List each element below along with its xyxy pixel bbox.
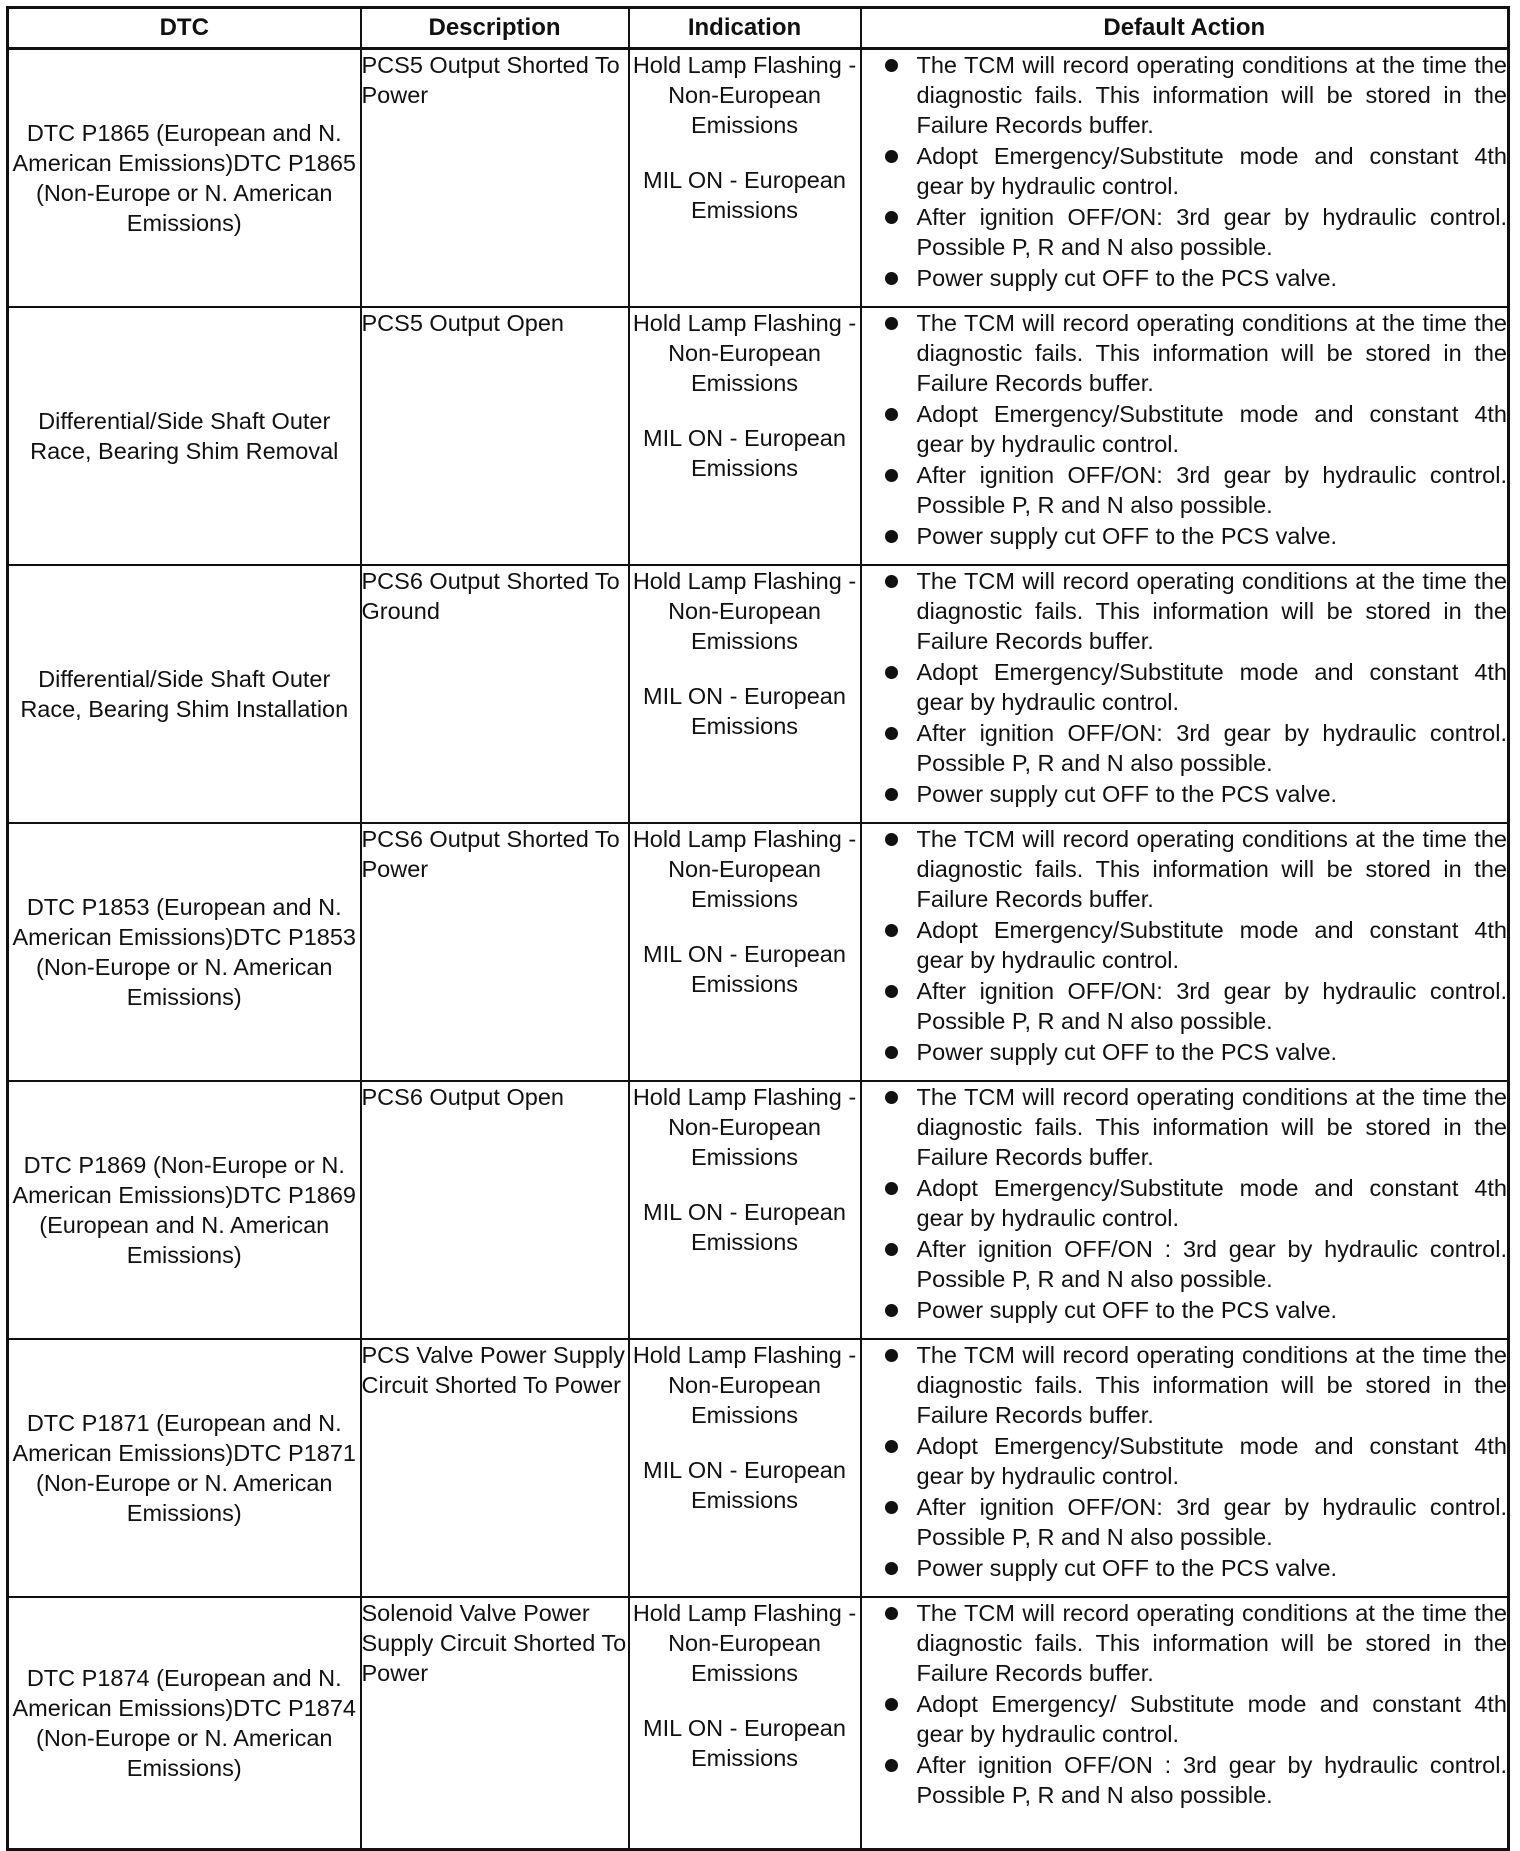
- indication-european: MIL ON - European Emissions: [643, 1714, 846, 1771]
- action-text: The TCM will record operating conditions at the time the diagnostic fails. This information will be stored in the Failure Records buffer.: [916, 1341, 1507, 1428]
- bullet-icon: [885, 272, 898, 285]
- default-action-cell: [861, 1339, 1509, 1597]
- dtc-cell: DTC P1865 (European and N. American Emissions)DTC P1865 (Non-Europe or N. American Emissions): [8, 49, 361, 307]
- indication-non-european: Hold Lamp Flashing - Non-European Emissions: [632, 567, 857, 654]
- description-cell: PCS5 Output Open: [361, 307, 629, 565]
- action-text: The TCM will record operating conditions at the time the diagnostic fails. This information will be stored in the Failure Records buffer.: [916, 567, 1507, 654]
- indication-non-european: Hold Lamp Flashing - Non-European Emissions: [632, 1599, 857, 1686]
- table-row: [8, 565, 1509, 823]
- action-list: [862, 1598, 1508, 1810]
- indication-european: MIL ON - European Emissions: [643, 424, 846, 481]
- bullet-icon: [885, 59, 898, 72]
- indication-cell: [629, 823, 861, 1081]
- action-text: Adopt Emergency/Substitute mode and constant 4th gear by hydraulic control.: [916, 400, 1507, 457]
- action-text: After ignition OFF/ON : 3rd gear by hydraulic control. Possible P, R and N also possible.: [916, 1235, 1507, 1292]
- bullet-icon: [885, 727, 898, 740]
- list-item: [862, 1431, 1508, 1491]
- description-cell: PCS6 Output Open: [361, 1081, 629, 1339]
- list-item: [862, 915, 1508, 975]
- list-item: [862, 1750, 1508, 1810]
- list-item: [862, 1340, 1508, 1430]
- indication-cell: [629, 565, 861, 823]
- indication-european: MIL ON - European Emissions: [643, 682, 846, 739]
- description-cell: PCS6 Output Shorted To Ground: [361, 565, 629, 823]
- action-text: After ignition OFF/ON : 3rd gear by hydraulic control. Possible P, R and N also possible.: [916, 1751, 1507, 1808]
- default-action-cell: [861, 1081, 1509, 1339]
- indication-non-european: Hold Lamp Flashing - Non-European Emissions: [632, 1341, 857, 1428]
- description-cell: PCS5 Output Shorted To Power: [361, 49, 629, 307]
- bullet-icon: [885, 469, 898, 482]
- action-text: Adopt Emergency/Substitute mode and constant 4th gear by hydraulic control.: [916, 1432, 1507, 1489]
- indication-european: MIL ON - European Emissions: [643, 167, 846, 223]
- action-text: After ignition OFF/ON: 3rd gear by hydraulic control. Possible P, R and N also possible.: [916, 719, 1507, 776]
- indication-european: MIL ON - European Emissions: [643, 1456, 846, 1513]
- table-row: [8, 1597, 1509, 1850]
- bullet-icon: [885, 1759, 898, 1772]
- default-action-cell: [861, 565, 1509, 823]
- action-list: [862, 1340, 1508, 1583]
- action-text: Power supply cut OFF to the PCS valve.: [916, 522, 1338, 549]
- dtc-cell: DTC P1853 (European and N. American Emissions)DTC P1853 (Non-Europe or N. American Emissions): [8, 823, 361, 1081]
- action-text: Power supply cut OFF to the PCS valve.: [916, 265, 1338, 291]
- action-text: Adopt Emergency/ Substitute mode and constant 4th gear by hydraulic control.: [916, 1690, 1507, 1747]
- action-text: The TCM will record operating conditions at the time the diagnostic fails. This information will be stored in the Failure Records buffer.: [916, 1083, 1507, 1170]
- bullet-icon: [885, 408, 898, 421]
- bullet-icon: [885, 317, 898, 330]
- dtc-cell: DTC P1869 (Non-Europe or N. American Emissions)DTC P1869 (European and N. American Emissions): [8, 1081, 361, 1339]
- action-text: After ignition OFF/ON: 3rd gear by hydraulic control. Possible P, R and N also possible.: [916, 204, 1507, 260]
- list-item: [862, 521, 1508, 551]
- list-item: [862, 263, 1508, 293]
- bullet-icon: [885, 1607, 898, 1620]
- indication-non-european: Hold Lamp Flashing - Non-European Emissions: [632, 1083, 857, 1170]
- list-item: [862, 141, 1508, 201]
- header-description: Description: [361, 8, 629, 49]
- list-item: [862, 1295, 1508, 1325]
- list-item: [862, 1492, 1508, 1552]
- table-row: [8, 1081, 1509, 1339]
- bullet-icon: [885, 1182, 898, 1195]
- list-item: [862, 50, 1508, 140]
- indication-non-european: Hold Lamp Flashing - Non-European Emissions: [632, 309, 857, 396]
- indication-cell: [629, 49, 861, 307]
- header-default-action: Default Action: [861, 8, 1509, 49]
- default-action-cell: [861, 49, 1509, 307]
- indication-cell: [629, 1597, 861, 1850]
- bullet-icon: [885, 211, 898, 224]
- table-row: [8, 307, 1509, 565]
- bullet-icon: [885, 1440, 898, 1453]
- action-text: After ignition OFF/ON: 3rd gear by hydraulic control. Possible P, R and N also possible.: [916, 1493, 1507, 1550]
- action-list: [862, 50, 1508, 293]
- default-action-cell: [861, 823, 1509, 1081]
- list-item: [862, 1082, 1508, 1172]
- indication-european: MIL ON - European Emissions: [643, 940, 846, 997]
- list-item: [862, 566, 1508, 656]
- bullet-icon: [885, 1349, 898, 1362]
- dtc-table: [6, 6, 1510, 1851]
- list-item: [862, 1689, 1508, 1749]
- indication-european: MIL ON - European Emissions: [643, 1198, 846, 1255]
- bullet-icon: [885, 924, 898, 937]
- action-text: The TCM will record operating conditions at the time the diagnostic fails. This information will be stored in the Failure Records buffer.: [916, 1599, 1507, 1686]
- header-dtc: DTC: [8, 8, 361, 49]
- list-item: [862, 1553, 1508, 1583]
- dtc-cell: DTC P1871 (European and N. American Emissions)DTC P1871 (Non-Europe or N. American Emissions): [8, 1339, 361, 1597]
- action-text: After ignition OFF/ON: 3rd gear by hydraulic control. Possible P, R and N also possible.: [916, 461, 1507, 518]
- indication-non-european: Hold Lamp Flashing - Non-European Emissions: [632, 825, 857, 912]
- list-item: [862, 976, 1508, 1036]
- dtc-document: [6, 6, 1507, 1842]
- action-list: [862, 1082, 1508, 1325]
- bullet-icon: [885, 833, 898, 846]
- bullet-icon: [885, 1501, 898, 1514]
- list-item: [862, 1598, 1508, 1688]
- indication-cell: [629, 307, 861, 565]
- action-list: [862, 308, 1508, 551]
- bullet-icon: [885, 1243, 898, 1256]
- action-text: Adopt Emergency/Substitute mode and constant 4th gear by hydraulic control.: [916, 143, 1507, 199]
- action-text: Adopt Emergency/Substitute mode and constant 4th gear by hydraulic control.: [916, 1174, 1507, 1231]
- list-item: [862, 1173, 1508, 1233]
- table-row: [8, 823, 1509, 1081]
- bullet-icon: [885, 788, 898, 801]
- list-item: [862, 202, 1508, 262]
- table-header-row: [8, 8, 1509, 49]
- action-list: [862, 824, 1508, 1067]
- bullet-icon: [885, 1562, 898, 1575]
- bullet-icon: [885, 1698, 898, 1711]
- action-text: Power supply cut OFF to the PCS valve.: [916, 1038, 1338, 1065]
- bullet-icon: [885, 150, 898, 163]
- default-action-cell: [861, 1597, 1509, 1850]
- bullet-icon: [885, 666, 898, 679]
- list-item: [862, 1234, 1508, 1294]
- action-text: The TCM will record operating conditions at the time the diagnostic fails. This information will be stored in the Failure Records buffer.: [916, 309, 1507, 396]
- action-text: Power supply cut OFF to the PCS valve.: [916, 1296, 1338, 1323]
- description-cell: PCS Valve Power Supply Circuit Shorted To Power: [361, 1339, 629, 1597]
- list-item: [862, 779, 1508, 809]
- bullet-icon: [885, 1046, 898, 1059]
- action-text: Power supply cut OFF to the PCS valve.: [916, 780, 1338, 807]
- bullet-icon: [885, 530, 898, 543]
- action-text: The TCM will record operating conditions at the time the diagnostic fails. This information will be stored in the Failure Records buffer.: [916, 825, 1507, 912]
- bullet-icon: [885, 985, 898, 998]
- list-item: [862, 308, 1508, 398]
- bullet-icon: [885, 1304, 898, 1317]
- bullet-icon: [885, 1091, 898, 1104]
- action-text: After ignition OFF/ON: 3rd gear by hydraulic control. Possible P, R and N also possible.: [916, 977, 1507, 1034]
- action-text: Power supply cut OFF to the PCS valve.: [916, 1554, 1338, 1581]
- indication-non-european: Hold Lamp Flashing - Non-European Emissions: [632, 52, 857, 138]
- table-row: [8, 1339, 1509, 1597]
- bullet-icon: [885, 575, 898, 588]
- table-body: [8, 49, 1509, 1850]
- table-row: [8, 49, 1509, 307]
- action-list: [862, 566, 1508, 809]
- dtc-cell: Differential/Side Shaft Outer Race, Bearing Shim Installation: [8, 565, 361, 823]
- indication-cell: [629, 1339, 861, 1597]
- action-text: Adopt Emergency/Substitute mode and constant 4th gear by hydraulic control.: [916, 916, 1507, 973]
- list-item: [862, 399, 1508, 459]
- description-cell: PCS6 Output Shorted To Power: [361, 823, 629, 1081]
- description-cell: Solenoid Valve Power Supply Circuit Shorted To Power: [361, 1597, 629, 1850]
- dtc-cell: Differential/Side Shaft Outer Race, Bearing Shim Removal: [8, 307, 361, 565]
- action-text: Adopt Emergency/Substitute mode and constant 4th gear by hydraulic control.: [916, 658, 1507, 715]
- indication-cell: [629, 1081, 861, 1339]
- list-item: [862, 824, 1508, 914]
- list-item: [862, 460, 1508, 520]
- action-text: The TCM will record operating conditions at the time the diagnostic fails. This information will be stored in the Failure Records buffer.: [916, 52, 1507, 138]
- dtc-cell: DTC P1874 (European and N. American Emissions)DTC P1874 (Non-Europe or N. American Emissions): [8, 1597, 361, 1850]
- header-indication: Indication: [629, 8, 861, 49]
- list-item: [862, 1037, 1508, 1067]
- list-item: [862, 657, 1508, 717]
- list-item: [862, 718, 1508, 778]
- default-action-cell: [861, 307, 1509, 565]
